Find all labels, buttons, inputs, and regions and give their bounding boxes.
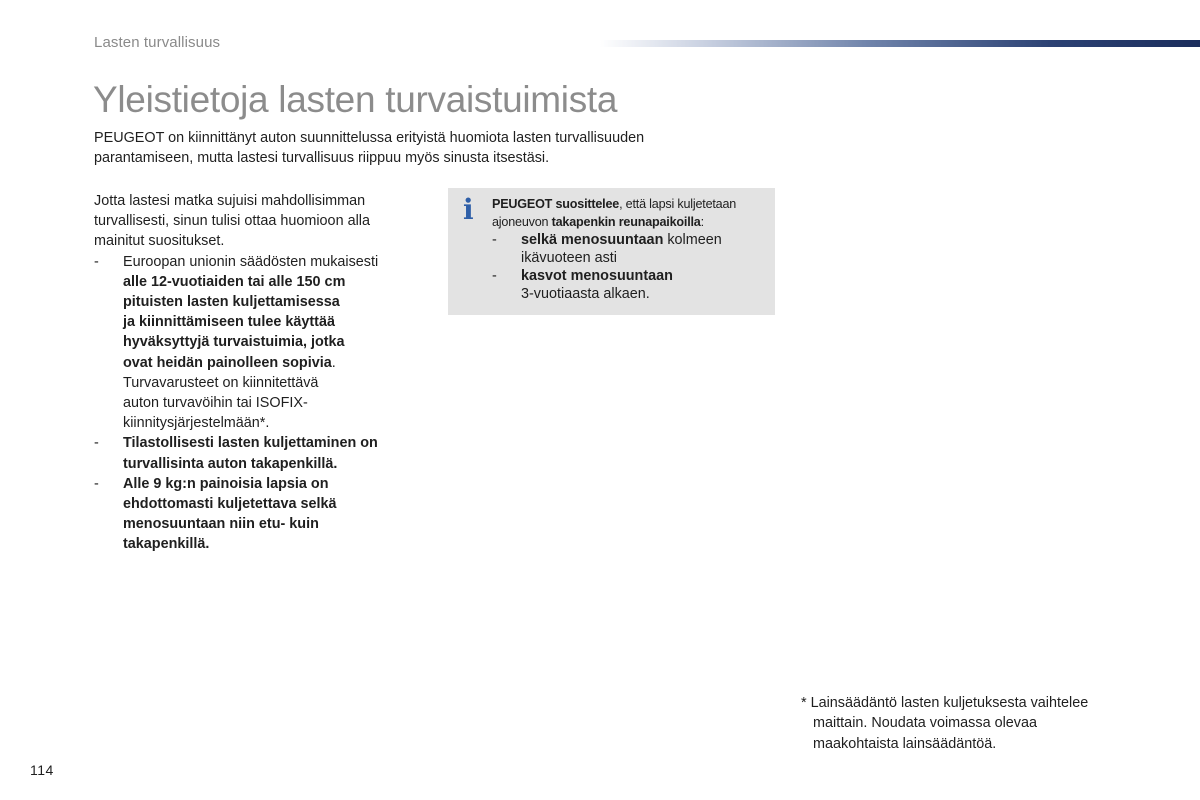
bullet-bold-line: Alle 9 kg:n painoisia lapsia on — [123, 475, 329, 492]
info-bold-text: selkä menosuuntaan — [521, 232, 664, 248]
footnote — [801, 693, 1131, 754]
info-bullet-rear-facing — [492, 231, 772, 267]
info-text: : — [700, 215, 704, 229]
bullet-under-9kg — [94, 474, 424, 555]
paragraph-line: turvallisesti, sinun tulisi ottaa huomioon alla — [94, 213, 370, 230]
info-bullet-line: kasvot menosuuntaan — [521, 268, 673, 284]
info-icon: i — [463, 193, 474, 226]
bullet-bold-line: hyväksyttyjä turvaistuimia, jotka — [123, 334, 345, 351]
bullet-bold-line: turvallisinta auton takapenkillä. — [123, 455, 338, 472]
bullet-bold-text: ovat heidän painolleen sopivia — [123, 354, 332, 371]
footnote-line: maakohtaista lainsäädäntöä. — [813, 735, 997, 752]
bullet-line: Euroopan unionin säädösten mukaisesti — [123, 253, 379, 270]
page-number: 114 — [30, 762, 54, 778]
info-text: kolmeen — [663, 232, 722, 248]
bullet-bold-line: takapenkillä. — [123, 536, 210, 553]
recommendations-intro — [94, 191, 424, 252]
info-bullet-line — [521, 231, 772, 249]
bullet-eu-regulation — [94, 252, 424, 434]
bullet-period: . — [331, 354, 336, 371]
info-text: ajoneuvon — [492, 215, 552, 229]
info-line — [492, 195, 772, 213]
bullet-dash: - — [492, 268, 497, 284]
intro-line: PEUGEOT on kiinnittänyt auton suunnittelussa erityistä huomiota lasten turvallisuuden — [94, 130, 645, 146]
bullet-line: kiinnitysjärjestelmään*. — [123, 415, 270, 432]
info-box — [448, 188, 775, 315]
info-text: , että lapsi kuljetetaan — [619, 197, 737, 211]
bullet-bold-line: Tilastollisesti lasten kuljettaminen on — [123, 435, 378, 452]
bullet-bold-line: menosuuntaan niin etu- kuin — [123, 516, 319, 533]
info-line — [492, 213, 772, 231]
bullet-dash: - — [94, 475, 99, 492]
info-bold-text: PEUGEOT suosittelee — [492, 197, 620, 211]
info-bullet-line: 3-vuotiaasta alkaen. — [521, 286, 650, 302]
footnote-line: maittain. Noudata voimassa olevaa — [813, 715, 1037, 732]
bullet-line-mixed — [123, 353, 424, 373]
info-bullet-line: ikävuoteen asti — [521, 250, 617, 266]
info-bullet-forward-facing — [492, 267, 772, 303]
page-title: Yleistietoja lasten turvaistuimista — [93, 79, 618, 120]
bullet-line: Turvavarusteet on kiinnitettävä — [123, 374, 319, 391]
bullet-bold-line: ja kiinnittämiseen tulee käyttää — [123, 314, 335, 331]
bullet-dash: - — [94, 253, 99, 270]
footnote-line: * Lainsäädäntö lasten kuljetuksesta vaihtelee — [801, 695, 1089, 711]
paragraph-line: mainitut suositukset. — [94, 233, 225, 250]
bullet-bold-line: alle 12-vuotiaiden tai alle 150 cm — [123, 273, 346, 290]
paragraph-line: Jotta lastesi matka sujuisi mahdollisimman — [94, 193, 366, 209]
bullet-dash: - — [492, 232, 497, 248]
bullet-line: auton turvavöihin tai ISOFIX- — [123, 395, 308, 412]
recommendations-column — [94, 191, 424, 555]
bullet-dash: - — [94, 435, 99, 452]
intro-line: parantamiseen, mutta lastesi turvallisuus riippuu myös sinusta itsestäsi. — [94, 150, 550, 167]
bullet-bold-line: pituisten lasten kuljettamisessa — [123, 294, 340, 311]
bullet-bold-line: ehdottomasti kuljetettava selkä — [123, 496, 337, 513]
info-box-text — [492, 195, 772, 303]
info-bold-text: takapenkin reunapaikoilla — [551, 215, 701, 229]
header-gradient-bar — [600, 40, 1200, 47]
intro-paragraph — [94, 128, 714, 169]
bullet-statistics — [94, 433, 424, 473]
section-header: Lasten turvallisuus — [94, 34, 221, 51]
